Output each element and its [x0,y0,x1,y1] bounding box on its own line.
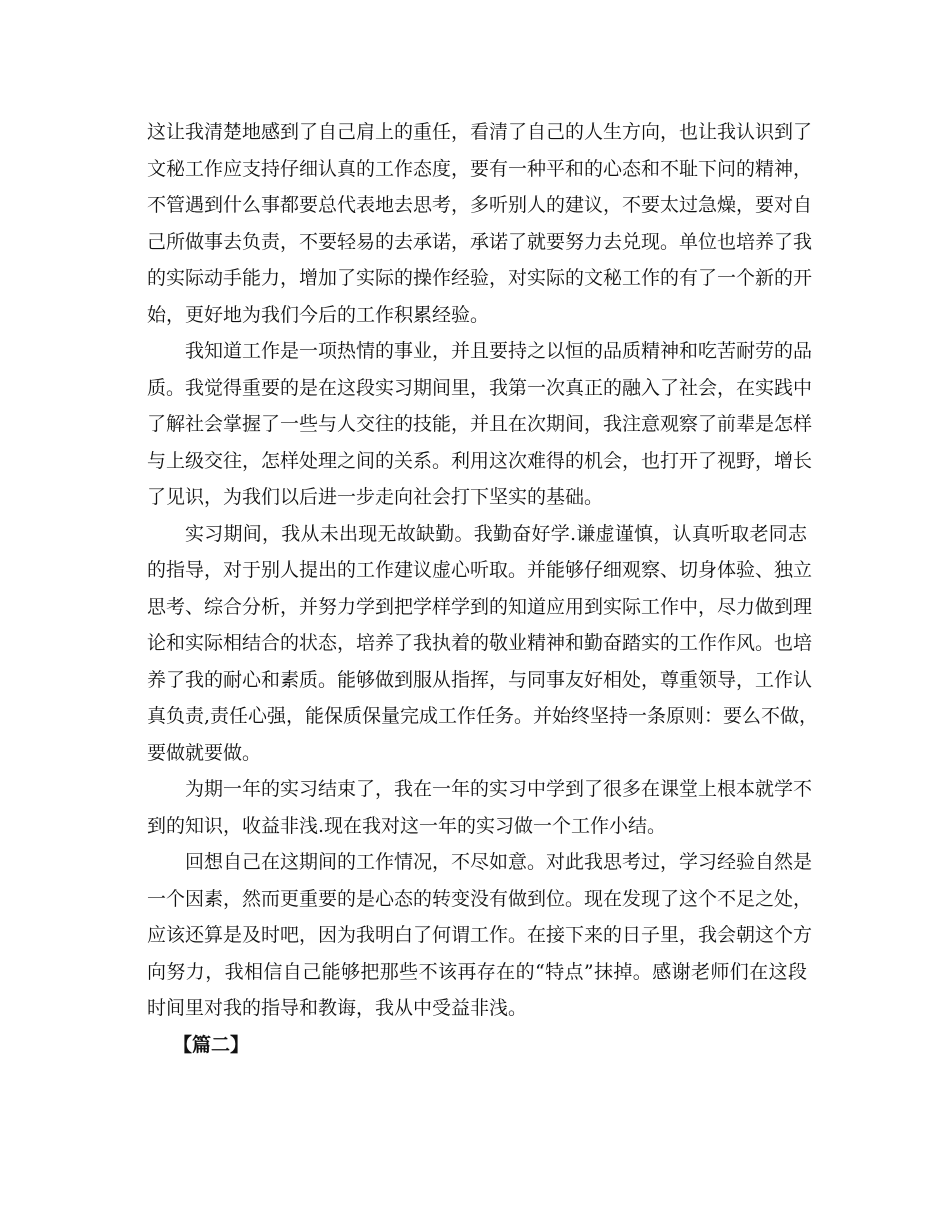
text-line: 应该还算是及时吧，因为我明白了何谓工作。在接下来的日子里，我会朝这个方 [147,924,813,946]
text-line: 的实际动手能力，增加了实际的操作经验，对实际的文秘工作的有了一个新的开 [147,267,813,289]
text-line: 要做就要做。 [147,741,262,764]
text-line: 这让我清楚地感到了自己肩上的重任，看清了自己的人生方向，也让我认识到了 [147,121,813,143]
text-line: 不管遇到什么事都要总代表地去思考，多听别人的建议，不要太过急燥，要对自 [147,194,813,216]
text-line: 与上级交往，怎样处理之间的关系。利用这次难得的机会，也打开了视野，增长 [147,449,813,472]
text-line: 己所做事去负责，不要轻易的去承诺，承诺了就要努力去兑现。单位也培养了我 [147,230,813,253]
text-line: 我知道工作是一项热情的事业，并且要持之以恒的品质精神和吃苦耐劳的品 [185,340,813,362]
text-line: 到的知识，收益非浅.现在我对这一年的实习做一个工作小结。 [147,814,667,837]
text-line: 了见识，为我们以后进一步走向社会打下坚实的基础。 [147,486,604,508]
text-line: 时间里对我的指导和教诲，我从中受益非浅。 [147,997,528,1019]
text-line: 一个因素，然而更重要的是心态的转变没有做到位。现在发现了这个不足之处， [147,887,813,910]
paragraph-3 [147,516,819,772]
text-line: 论和实际相结合的状态，培养了我执着的敬业精神和勤奋踏实的工作作风。也培 [147,632,813,654]
text-line: 为期一年的实习结束了，我在一年的实习中学到了很多在课堂上根本就学不 [185,778,813,800]
text-line: 向努力，我相信自己能够把那些不该再存在的“特点”抹掉。感谢老师们在这段 [147,960,807,983]
text-line: 文秘工作应支持仔细认真的工作态度，要有一种平和的心态和不耻下问的精神， [147,157,813,180]
paragraph-5 [147,844,813,1027]
text-line: 了解社会掌握了一些与人交往的技能，并且在次期间，我注意观察了前辈是怎样 [147,413,813,435]
text-line: 思考、综合分析，并努力学到把学样学到的知道应用到实际工作中，尽力做到理 [147,595,813,618]
section-heading: 【篇二】 [173,1033,250,1056]
document-body [147,114,819,1063]
text-line: 养了我的耐心和素质。能够做到服从指挥，与同事友好相处，尊重领导，工作认 [147,668,813,691]
text-line: 始，更好地为我们今后的工作积累经验。 [147,303,490,326]
paragraph-2 [147,333,813,516]
paragraph-4 [147,771,813,844]
text-line: 的指导，对于别人提出的工作建议虚心听取。并能够仔细观察、切身体验、独立 [147,559,813,581]
text-line: 实习期间，我从未出现无故缺勤。我勤奋好学.谦虚谨慎，认真听取老同志 [185,522,807,545]
paragraph-1 [147,114,813,333]
text-line: 质。我觉得重要的是在这段实习期间里，我第一次真正的融入了社会，在实践中 [147,376,813,399]
text-line: 回想自己在这期间的工作情况，不尽如意。对此我思考过，学习经验自然是 [185,851,813,873]
text-line: 真负责,责任心强，能保质保量完成工作任务。并始终坚持一条原则：要么不做， [147,705,819,727]
